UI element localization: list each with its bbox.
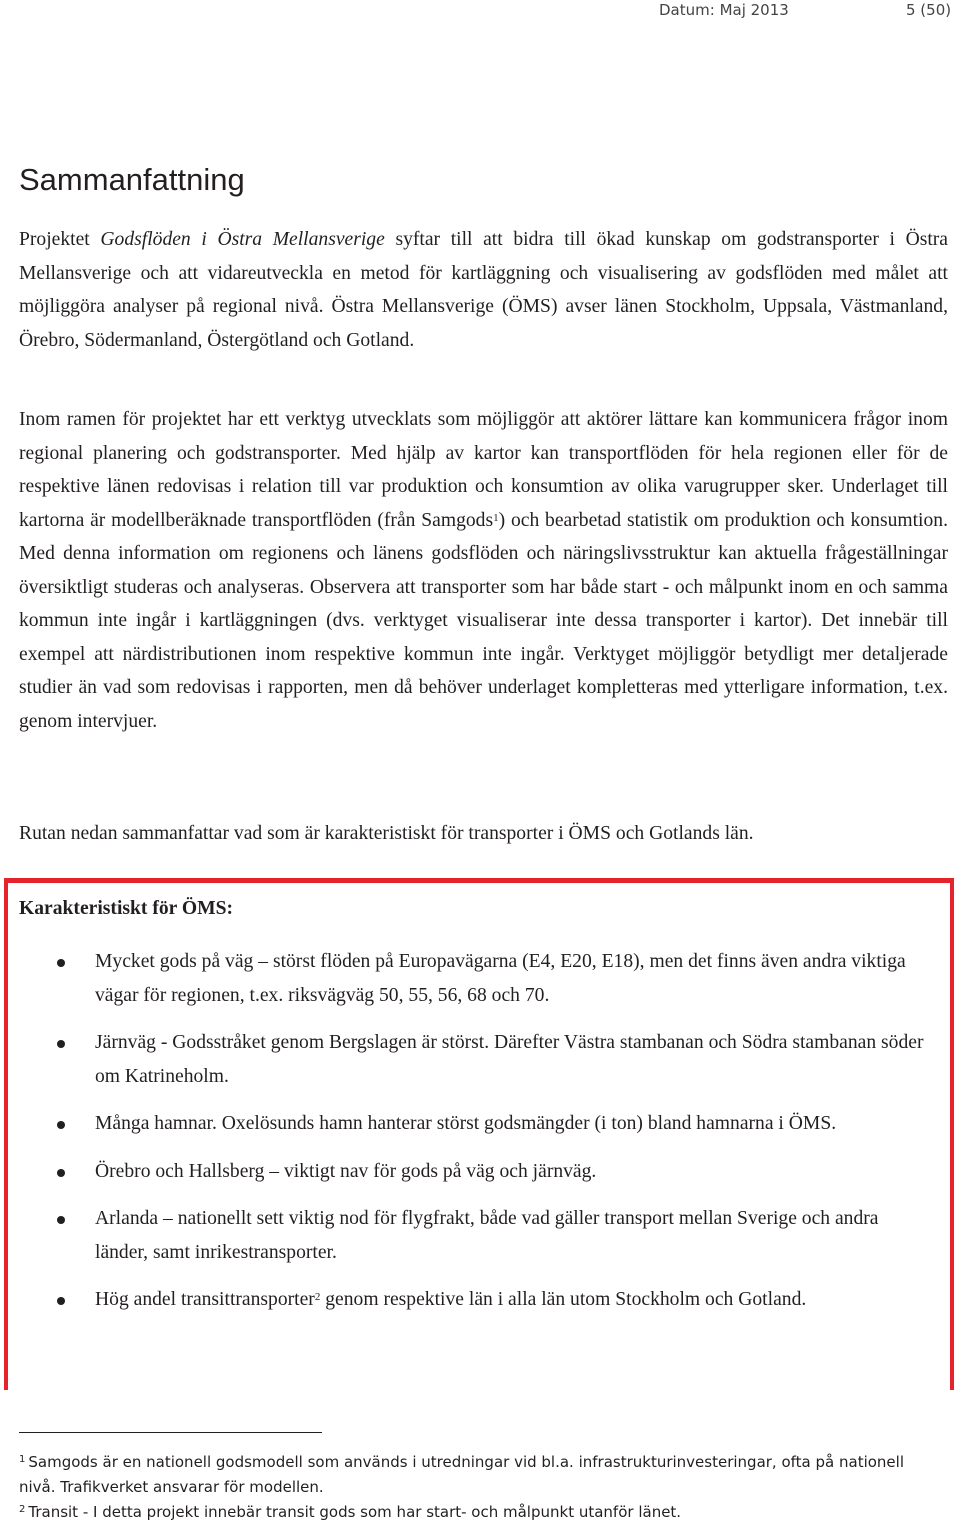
list-item: [0, 1107, 935, 1141]
footnote-text: Samgods är en nationell godsmodell som används i utredningar vid bl.a. infrastrukturinvesteringar, ofta på nationell nivå. Trafikverket ansvarar för modellen.: [19, 1453, 904, 1496]
section-title: Sammanfattning: [19, 162, 245, 197]
footnote-ref[interactable]: 2: [314, 1291, 321, 1303]
bullet-icon: [57, 1121, 65, 1129]
paragraph-text: Projektet: [19, 229, 101, 250]
summary-box-title: Karakteristiskt för ÖMS:: [19, 898, 234, 919]
list-item: [0, 1202, 935, 1269]
summary-list: [0, 945, 960, 1331]
header-date: Datum: Maj 2013: [659, 1, 789, 19]
page-header: [0, 0, 960, 22]
bullet-icon: [57, 1297, 65, 1305]
footnote-divider: [19, 1432, 322, 1433]
list-item: [0, 945, 935, 1012]
footnote: [19, 1450, 944, 1500]
paragraph-text: ) och bearbetad statistik om produktion och konsumtion. Med denna information om regionens och länens godsflöden och näringslivsstruktur kan aktuella frågeställningar översiktligt studeras och analyseras. Observera att transporter som har både start - och målpunkt inom en och samma kommun inte ingår i kartläggningen (dvs. verktyget visualiserar inte dessa transporter i kartor). Det innebär till exempel att närdistributionen inom respektive kommun inte ingår. Verktyget möjliggör betydligt mer detaljerade studier än vad som redovisas i rapporten, men då behöver underlaget kompletteras med ytterligare information, t.ex. genom intervjuer.: [19, 509, 948, 732]
list-item-text: Mycket gods på väg – störst flöden på Europavägarna (E4, E20, E18), men det finns även andra viktiga vägar för regionen, t.ex. riksvägväg 50, 55, 56, 68 och 70.: [95, 951, 906, 1006]
list-item-text: Hög andel transittransporter: [95, 1289, 315, 1310]
paragraph-intro: [19, 223, 948, 357]
footnote-number: 1: [19, 1454, 26, 1465]
paragraph-box-intro: Rutan nedan sammanfattar vad som är karakteristiskt för transporter i ÖMS och Gotlands län.: [19, 823, 754, 844]
paragraph-text: Inom ramen för projektet har ett verktyg utvecklats som möjliggör att aktörer lättare kan kommunicera frågor inom regional planering och godstransporter. Med hjälp av kartor kan transportflöden för hela regionen eller för de respektive länen redovisas i relation till var produktion och konsumtion av olika varugrupper sker. Underlaget till kartorna är modellberäknade transportflöden (från Samgods: [19, 409, 948, 531]
paragraph-text: syftar till att bidra till ökad kunskap om godstransporter i Östra Mellansverige och att vidareutveckla en metod för kartläggning och visualisering av godsflöden med målet att möjliggöra analyser på regional nivå. Östra Mellansverige (ÖMS) avser länen Stockholm, Uppsala, Västmanland, Örebro, Södermanland, Östergötland och Gotland.: [19, 229, 949, 351]
footnote-number: 2: [19, 1504, 26, 1515]
page-number: 5 (50): [906, 1, 952, 19]
bullet-icon: [57, 1216, 65, 1224]
footnote-text: Transit - I detta projekt innebär transit gods som har start- och målpunkt utanför länet.: [28, 1503, 682, 1521]
list-item-text: genom respektive län i alla län utom Stockholm och Gotland.: [320, 1289, 807, 1310]
paragraph-tool: [19, 403, 948, 738]
bullet-icon: [57, 1169, 65, 1177]
bullet-icon: [57, 1040, 65, 1048]
list-item: [0, 1155, 935, 1189]
list-item-text: Järnväg - Godsstråket genom Bergslagen är störst. Därefter Västra stambanan och Södra stambanan söder om Katrineholm.: [95, 1032, 924, 1087]
list-item: [0, 1026, 935, 1093]
list-item: [0, 1283, 935, 1317]
footnote: [19, 1500, 944, 1525]
list-item-text: Örebro och Hallsberg – viktigt nav för gods på väg och järnväg.: [95, 1160, 597, 1182]
footnote-ref[interactable]: 1: [493, 511, 499, 524]
list-item-text: Många hamnar. Oxelösunds hamn hanterar störst godsmängder (i ton) bland hamnarna i ÖMS.: [95, 1113, 837, 1134]
bullet-icon: [57, 959, 65, 967]
list-item-text: Arlanda – nationellt sett viktig nod för flygfrakt, både vad gäller transport mellan Sverige och andra länder, samt inrikestransporter.: [95, 1208, 879, 1263]
footnotes: [19, 1450, 944, 1525]
project-name: Godsflöden i Östra Mellansverige: [100, 229, 385, 250]
